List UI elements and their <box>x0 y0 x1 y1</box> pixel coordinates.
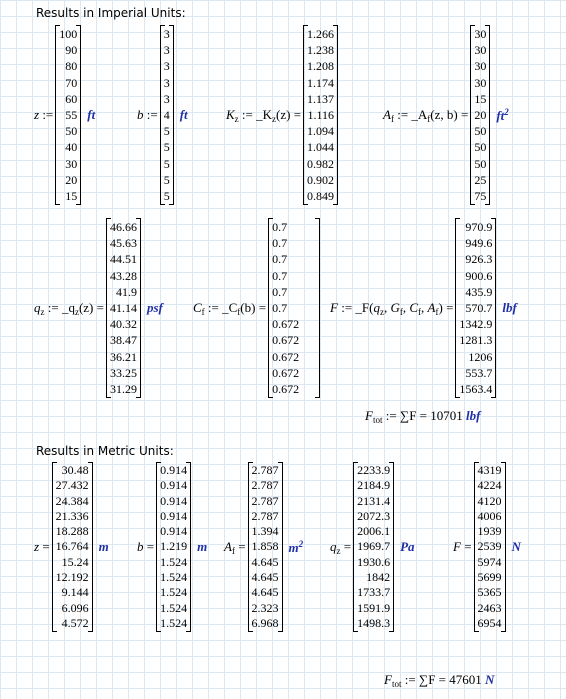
matrix-cell: 33.25 <box>109 365 137 380</box>
matrix-cell: 50 <box>474 124 487 139</box>
matrix-cell: 0.7 <box>272 220 288 234</box>
matrix-cell: 3 <box>163 59 170 74</box>
matrix-cell: 100 <box>59 27 78 41</box>
matrix-cell: 0.914 <box>160 478 188 493</box>
matrix-cell: 0.914 <box>160 524 188 539</box>
imperial-kz-expr[interactable]: $K_z$ := $\_K_z(z)$ = 1.266 1.238 1.208 1.174 1.137 1.116 1.094 1.044 0.982 0.902 0.849 <box>226 25 340 205</box>
matrix-cell: 0.672 <box>272 365 300 380</box>
matrix-cell: 1.238 <box>307 43 335 58</box>
matrix-cell: 24.384 <box>55 493 89 508</box>
matrix-cell: 20 <box>65 172 78 187</box>
imperial-z-unit: ft <box>87 107 96 123</box>
matrix-cell: 5 <box>163 140 170 155</box>
metric-qz-matrix <box>353 462 394 632</box>
matrix-cell: 75 <box>474 188 487 203</box>
matrix-cell: 4.645 <box>251 585 279 600</box>
metric-f-unit: N <box>511 539 521 555</box>
matrix-cell: 1.266 <box>307 27 335 41</box>
matrix-cell: 2006.1 <box>357 524 391 539</box>
matrix-cell: 6954 <box>477 615 502 630</box>
matrix-cell: 1.219 <box>160 539 188 554</box>
matrix-cell: 1939 <box>477 524 502 539</box>
matrix-cell: 0.7 <box>272 252 288 267</box>
imperial-b-expr[interactable]: b := 3 3 3 3 3 4 5 5 5 5 5 ft <box>137 25 188 205</box>
matrix-cell: 553.7 <box>465 365 493 380</box>
matrix-cell: 4319 <box>477 463 502 477</box>
matrix-cell: 6.096 <box>61 600 89 615</box>
matrix-cell: 1.174 <box>307 75 335 90</box>
matrix-cell: 2.787 <box>251 478 279 493</box>
matrix-cell: 60 <box>65 91 78 106</box>
matrix-cell: 9.144 <box>61 585 89 600</box>
matrix-cell: 4.645 <box>251 570 279 585</box>
matrix-cell: 5699 <box>477 570 502 585</box>
matrix-cell: 50 <box>65 124 78 139</box>
matrix-cell: 1.524 <box>160 554 188 569</box>
matrix-cell: 1.094 <box>307 124 335 139</box>
imperial-b-matrix <box>160 25 174 205</box>
matrix-cell: 80 <box>65 59 78 74</box>
matrix-cell: 970.9 <box>465 220 493 234</box>
matrix-cell: 0.672 <box>272 349 300 364</box>
matrix-cell: 6.968 <box>251 615 279 630</box>
matrix-cell: 3 <box>163 43 170 58</box>
matrix-cell: 0.7 <box>272 300 288 315</box>
metric-heading: Results in Metric Units: <box>36 444 174 458</box>
imperial-cf-expr[interactable]: $C_f$ := $\_C_f(b)$ = 0.7 0.7 0.7 0.7 0.7 0.7 0.672 0.672 0.672 0.672 0.672 <box>193 218 322 398</box>
matrix-cell: 0.7 <box>272 236 288 251</box>
imperial-qz-expr[interactable]: $q_z$ := $\_q_z(z)$ = 46.66 45.63 44.51 43.28 41.9 41.14 40.32 38.47 36.21 33.25 31.29 psf <box>34 218 163 398</box>
matrix-cell: 27.432 <box>55 478 89 493</box>
imperial-f-unit: lbf <box>502 300 517 316</box>
matrix-cell: 4006 <box>477 508 502 523</box>
matrix-cell: 30 <box>474 43 487 58</box>
matrix-cell: 2.787 <box>251 508 279 523</box>
metric-f-expr[interactable]: F = 4319 4224 4120 4006 1939 2539 5974 5699 5365 2463 6954 N <box>453 462 521 632</box>
matrix-cell: 900.6 <box>465 268 493 283</box>
matrix-cell: 0.7 <box>272 268 288 283</box>
matrix-cell: 25 <box>474 172 487 187</box>
matrix-cell: 1.524 <box>160 615 188 630</box>
matrix-cell: 2184.9 <box>357 478 391 493</box>
matrix-cell: 5974 <box>477 554 502 569</box>
matrix-cell: 1.524 <box>160 600 188 615</box>
imperial-af-matrix <box>470 25 490 205</box>
metric-b-unit: m <box>197 539 208 555</box>
matrix-cell: 5 <box>163 124 170 139</box>
matrix-cell: 0.914 <box>160 463 188 477</box>
metric-z-expr[interactable]: z = 30.48 27.432 24.384 21.336 18.288 16.764 15.24 12.192 9.144 6.096 4.572 m <box>34 462 109 632</box>
matrix-cell: 4224 <box>477 478 502 493</box>
matrix-cell: 1.137 <box>307 91 335 106</box>
matrix-cell: 1206 <box>468 349 493 364</box>
matrix-cell: 15 <box>474 91 487 106</box>
matrix-cell: 36.21 <box>109 349 137 364</box>
imperial-f-matrix <box>455 218 496 398</box>
matrix-cell: 4.645 <box>251 554 279 569</box>
matrix-cell: 5 <box>163 172 170 187</box>
matrix-cell: 2072.3 <box>357 508 391 523</box>
matrix-cell: 926.3 <box>465 252 493 267</box>
matrix-cell: 31.29 <box>109 381 137 396</box>
matrix-cell: 1842 <box>366 570 391 585</box>
matrix-cell: 30 <box>474 27 487 41</box>
matrix-cell: 43.28 <box>109 268 137 283</box>
matrix-cell: 0.849 <box>307 188 335 203</box>
matrix-cell: 30 <box>65 156 78 171</box>
metric-qz-unit: Pa <box>400 539 415 555</box>
matrix-cell: 41.14 <box>109 300 137 315</box>
matrix-cell: 15 <box>65 188 78 203</box>
matrix-cell: 2463 <box>477 600 502 615</box>
matrix-cell: 5365 <box>477 585 502 600</box>
metric-qz-expr[interactable]: $q_z$ = 2233.9 2184.9 2131.4 2072.3 2006.1 1969.7 1930.6 1842 1733.7 1591.9 1498.3 Pa <box>330 462 415 632</box>
metric-z-unit: m <box>98 539 109 555</box>
matrix-cell: 1969.7 <box>357 539 391 554</box>
metric-b-expr[interactable]: b = 0.914 0.914 0.914 0.914 0.914 1.219 1.524 1.524 1.524 1.524 1.524 m <box>137 462 207 632</box>
matrix-cell: 4.572 <box>61 615 89 630</box>
metric-af-unit: $m^2$ <box>288 538 304 555</box>
matrix-cell: 2.323 <box>251 600 279 615</box>
imperial-f-expr[interactable]: F := $\_F(q_z$, $G_f$, $C_f$, $A_f$) = 970.9 949.6 926.3 900.6 435.9 570.7 1342.9 1281.3 1206 553.7 1563.4 lbf <box>330 218 517 398</box>
metric-b-matrix <box>156 462 191 632</box>
matrix-cell: 1591.9 <box>357 600 391 615</box>
matrix-cell: 2539 <box>477 539 502 554</box>
matrix-cell: 1.116 <box>307 107 335 122</box>
matrix-cell: 2.787 <box>251 463 279 477</box>
matrix-cell: 1733.7 <box>357 585 391 600</box>
matrix-cell: 5 <box>163 188 170 203</box>
matrix-cell: 44.51 <box>109 252 137 267</box>
matrix-cell: 2.787 <box>251 493 279 508</box>
matrix-cell: 570.7 <box>465 300 493 315</box>
matrix-cell: 50 <box>474 156 487 171</box>
matrix-cell: 55 <box>65 107 78 122</box>
matrix-cell: 1.394 <box>251 524 279 539</box>
matrix-cell: 1930.6 <box>357 554 391 569</box>
matrix-cell: 40 <box>65 140 78 155</box>
matrix-cell: 12.192 <box>55 570 89 585</box>
imperial-af-unit: $ft^2$ <box>496 106 509 123</box>
imperial-kz-matrix <box>303 25 338 205</box>
matrix-cell: 20 <box>474 107 487 122</box>
matrix-cell: 0.982 <box>307 156 335 171</box>
matrix-cell: 1.858 <box>251 539 279 554</box>
matrix-cell: 435.9 <box>465 284 493 299</box>
matrix-cell: 1.524 <box>160 585 188 600</box>
matrix-cell: 70 <box>65 75 78 90</box>
matrix-cell: 45.63 <box>109 236 137 251</box>
matrix-cell: 0.914 <box>160 508 188 523</box>
matrix-cell: 3 <box>163 91 170 106</box>
matrix-cell: 3 <box>163 75 170 90</box>
matrix-cell: 16.764 <box>55 539 89 554</box>
matrix-cell: 0.902 <box>307 172 335 187</box>
matrix-cell: 2131.4 <box>357 493 391 508</box>
metric-ftot[interactable]: $F_{tot}$ := ∑F = 47601 N <box>384 672 495 689</box>
matrix-cell: 4120 <box>477 493 502 508</box>
matrix-cell: 15.24 <box>61 554 89 569</box>
imperial-af-expr[interactable]: $A_f$ := $\_A_f(z$, b) = 30 30 30 30 15 20 50 50 50 25 75 $ft^2$ <box>383 25 509 205</box>
matrix-cell: 30.48 <box>61 463 89 477</box>
imperial-qz-matrix <box>106 218 141 398</box>
matrix-cell: 41.9 <box>115 284 137 299</box>
matrix-cell: 5 <box>163 156 170 171</box>
matrix-cell: 90 <box>65 43 78 58</box>
matrix-cell: 21.336 <box>55 508 89 523</box>
matrix-cell: 4 <box>163 107 170 122</box>
matrix-cell: 2233.9 <box>357 463 391 477</box>
metric-f-matrix <box>474 462 506 632</box>
imperial-ftot[interactable]: $F_{tot}$ := ∑F = 10701 lbf <box>365 408 481 425</box>
matrix-cell: 40.32 <box>109 317 137 332</box>
matrix-cell: 46.66 <box>109 220 137 234</box>
metric-af-expr[interactable]: $A_f$ = 2.787 2.787 2.787 2.787 1.394 1.858 4.645 4.645 4.645 2.323 6.968 $m^2$ <box>224 462 303 632</box>
matrix-cell: 50 <box>474 140 487 155</box>
matrix-cell: 0.914 <box>160 493 188 508</box>
imperial-z-matrix <box>55 25 81 205</box>
matrix-cell: 0.672 <box>272 317 300 332</box>
matrix-cell: 38.47 <box>109 333 137 348</box>
matrix-cell: 30 <box>474 75 487 90</box>
matrix-cell: 1.524 <box>160 570 188 585</box>
matrix-cell: 1.208 <box>307 59 335 74</box>
matrix-cell: 0.672 <box>272 381 300 396</box>
matrix-cell: 18.288 <box>55 524 89 539</box>
metric-z-matrix <box>52 462 93 632</box>
imperial-qz-unit: psf <box>146 300 163 316</box>
matrix-cell: 1.044 <box>307 140 335 155</box>
imperial-heading: Results in Imperial Units: <box>36 6 186 20</box>
matrix-cell: 1498.3 <box>357 615 391 630</box>
metric-af-matrix <box>248 462 283 632</box>
matrix-cell: 1281.3 <box>459 333 493 348</box>
matrix-cell: 3 <box>163 27 170 41</box>
matrix-cell: 0.7 <box>272 284 288 299</box>
matrix-cell: 0.672 <box>272 333 300 348</box>
imperial-cf-matrix <box>268 218 320 398</box>
matrix-cell: 30 <box>474 59 487 74</box>
imperial-b-unit: ft <box>179 107 188 123</box>
matrix-cell: 1342.9 <box>459 317 493 332</box>
matrix-cell: 949.6 <box>465 236 493 251</box>
imperial-z-expr[interactable]: z := 100 90 80 70 60 55 50 40 30 20 15 ft <box>34 25 95 205</box>
matrix-cell: 1563.4 <box>459 381 493 396</box>
